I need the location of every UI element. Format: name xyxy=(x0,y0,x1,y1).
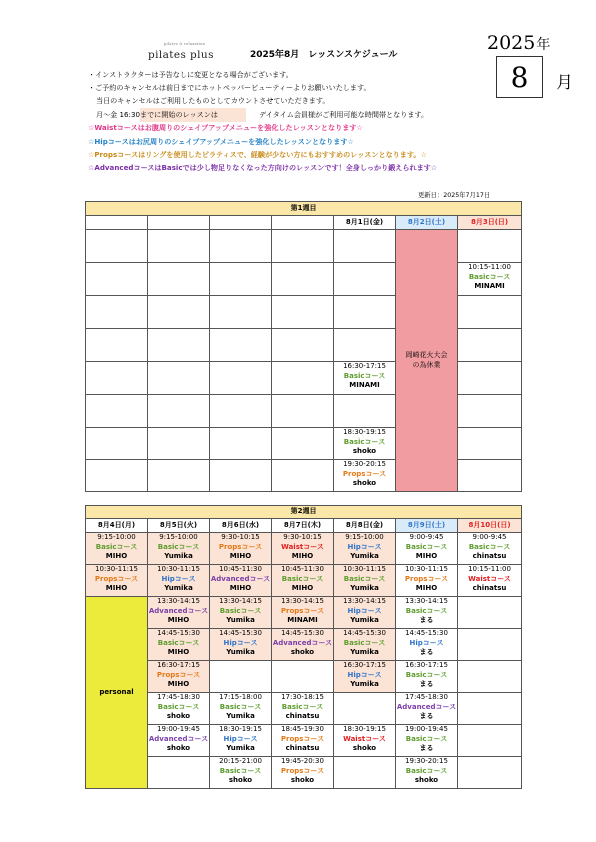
lesson-time: 9:15-10:00 xyxy=(159,533,198,541)
lesson-cell[interactable] xyxy=(396,757,458,789)
lesson-cell[interactable] xyxy=(148,661,210,693)
empty-slot xyxy=(272,428,334,460)
lesson-cell[interactable] xyxy=(334,565,396,597)
empty-slot xyxy=(210,230,272,263)
lesson-course: Propsコース xyxy=(156,670,201,679)
empty-slot xyxy=(210,296,272,329)
lesson-course: Advancedコース xyxy=(148,734,209,743)
lesson-time: 13:30-14:15 xyxy=(343,597,386,605)
lesson-time: 9:30-10:15 xyxy=(283,533,322,541)
lesson-instructor: chinatsu xyxy=(472,584,507,592)
empty-slot xyxy=(86,362,148,395)
lesson-cell[interactable] xyxy=(396,533,458,565)
empty-slot xyxy=(272,661,334,693)
year-label xyxy=(487,32,550,54)
lesson-time: 19:00-19:45 xyxy=(405,725,448,733)
updated-date: 更新日：2025年7月17日 xyxy=(418,192,491,199)
empty-slot xyxy=(272,329,334,362)
note-instructor-change: ・インストラクターは予告なしに変更となる場合がございます。 xyxy=(88,70,293,79)
lesson-course: Basicコース xyxy=(343,371,386,380)
lesson-time: 10:15-11:00 xyxy=(468,565,511,573)
empty-slot xyxy=(334,757,396,789)
lesson-time: 13:30-14:15 xyxy=(219,597,262,605)
empty-slot xyxy=(334,395,396,428)
day-header-sun: 8月10日(日) xyxy=(458,519,522,533)
lesson-instructor: まる xyxy=(419,680,434,688)
note-daytime-b: デイタイム会員様がご利用可能な時間帯となります。 xyxy=(259,110,429,119)
empty-slot xyxy=(272,460,334,492)
lesson-instructor: shoko xyxy=(290,776,315,784)
lesson-instructor: MIHO xyxy=(229,552,252,560)
lesson-cell[interactable] xyxy=(334,725,396,757)
page-title: 2025年8月 レッスンスケジュール xyxy=(250,50,398,60)
lesson-instructor: MIHO xyxy=(167,648,190,656)
empty-slot xyxy=(334,263,396,296)
empty-slot xyxy=(458,725,522,757)
month-unit: 月 xyxy=(556,73,573,93)
empty-slot xyxy=(210,263,272,296)
lesson-cell[interactable] xyxy=(148,597,210,629)
lesson-cell[interactable] xyxy=(334,460,396,492)
lesson-cell[interactable] xyxy=(396,725,458,757)
lesson-instructor: shoko xyxy=(290,648,315,656)
empty-slot xyxy=(148,428,210,460)
closed-notice xyxy=(396,230,458,492)
day-header-tue: 8月5日(火) xyxy=(148,519,210,533)
lesson-course: Basicコース xyxy=(468,542,511,551)
lesson-time: 9:15-10:00 xyxy=(97,533,136,541)
day-header-sat: 8月2日(土) xyxy=(396,216,458,230)
empty-slot xyxy=(148,460,210,492)
lesson-time: 10:45-11:30 xyxy=(219,565,262,573)
personal-block: personal xyxy=(86,597,148,789)
empty-slot xyxy=(458,395,522,428)
empty-slot xyxy=(86,263,148,296)
lesson-time: 17:15-18:00 xyxy=(219,693,262,701)
note-same-day-cancel: 当日のキャンセルはご利用したものとしてカウントさせていただきます。 xyxy=(96,96,330,105)
note-props-course: ☆Propsコースはリングを使用したピラティスで、経験が少ない方にもおすすめのレッスンとなります。☆ xyxy=(88,150,427,159)
lesson-instructor: chinatsu xyxy=(285,712,320,720)
empty-slot xyxy=(86,395,148,428)
studio-logo: pilates plus xyxy=(148,49,214,61)
lesson-course: Hipコース xyxy=(347,670,382,679)
lesson-instructor: まる xyxy=(419,744,434,752)
lesson-course: Basicコース xyxy=(343,437,386,446)
lesson-course: Propsコース xyxy=(94,574,139,583)
lesson-instructor: shoko xyxy=(414,776,439,784)
lesson-cell[interactable] xyxy=(334,629,396,661)
empty-slot xyxy=(458,757,522,789)
closed-status: の為休業 xyxy=(412,360,441,369)
empty-slot xyxy=(272,230,334,263)
lesson-time: 16:30-17:15 xyxy=(343,362,386,370)
lesson-instructor: MIHO xyxy=(167,680,190,688)
lesson-cell[interactable] xyxy=(458,533,522,565)
empty-slot xyxy=(272,296,334,329)
lesson-course: Basicコース xyxy=(405,734,448,743)
note-advanced-course: ☆AdvancedコースはBasicでは少し物足りなくなった方向けのレッスンです！全身しっかり鍛えられます☆ xyxy=(88,163,438,172)
lesson-course: Basicコース xyxy=(281,702,324,711)
lesson-instructor: MIHO xyxy=(105,552,128,560)
lesson-instructor: まる xyxy=(419,616,434,624)
lesson-instructor: Yumika xyxy=(164,584,193,592)
empty-slot xyxy=(148,296,210,329)
note-waist-course: ☆Waistコースはお腹周りのシェイプアップメニューを強化したレッスンとなります☆ xyxy=(88,123,363,132)
week1-label: 第1週目 xyxy=(86,202,522,216)
empty-slot xyxy=(272,362,334,395)
lesson-course: Basicコース xyxy=(219,766,262,775)
day-header xyxy=(86,216,148,230)
lesson-cell[interactable] xyxy=(86,533,148,565)
lesson-time: 16:30-17:15 xyxy=(405,661,448,669)
lesson-cell[interactable] xyxy=(272,629,334,661)
lesson-time: 18:30-19:15 xyxy=(343,725,386,733)
lesson-time: 14:45-15:30 xyxy=(405,629,448,637)
lesson-time: 17:45-18:30 xyxy=(157,693,200,701)
lesson-time: 19:00-19:45 xyxy=(157,725,200,733)
lesson-instructor: MINAMI xyxy=(287,616,318,624)
empty-slot xyxy=(210,329,272,362)
lesson-time: 14:45-15:30 xyxy=(343,629,386,637)
lesson-instructor: MIHO xyxy=(415,584,438,592)
lesson-course: Basicコース xyxy=(157,542,200,551)
day-header-sun: 8月3日(日) xyxy=(458,216,522,230)
lesson-instructor: shoko xyxy=(166,712,191,720)
lesson-cell[interactable] xyxy=(210,693,272,725)
day-header-fri: 8月8日(金) xyxy=(334,519,396,533)
empty-slot xyxy=(148,230,210,263)
lesson-instructor: MIHO xyxy=(415,552,438,560)
lesson-course: Advancedコース xyxy=(272,638,333,647)
lesson-time: 13:30-14:15 xyxy=(157,597,200,605)
lesson-instructor: MINAMI xyxy=(474,282,505,290)
lesson-instructor: Yumika xyxy=(350,680,379,688)
lesson-instructor: shoko xyxy=(352,744,377,752)
lesson-course: Basicコース xyxy=(343,574,386,583)
month-box: 8 xyxy=(496,56,543,98)
lesson-course: Propsコース xyxy=(280,734,325,743)
lesson-instructor: Yumika xyxy=(164,552,193,560)
empty-slot xyxy=(148,263,210,296)
lesson-course: Basicコース xyxy=(157,638,200,647)
empty-slot xyxy=(458,362,522,395)
lesson-time: 18:45-19:30 xyxy=(281,725,324,733)
lesson-instructor: Yumika xyxy=(350,584,379,592)
lesson-time: 10:30-11:15 xyxy=(157,565,200,573)
lesson-course: Waistコース xyxy=(281,542,324,551)
lesson-cell[interactable] xyxy=(396,629,458,661)
lesson-cell[interactable] xyxy=(334,362,396,395)
lesson-course: Hipコース xyxy=(223,734,258,743)
lesson-cell[interactable] xyxy=(396,597,458,629)
lesson-time: 19:45-20:30 xyxy=(281,757,324,765)
lesson-time: 17:30-18:15 xyxy=(281,693,324,701)
lesson-instructor: Yumika xyxy=(226,712,255,720)
empty-slot xyxy=(86,460,148,492)
lesson-course: Basicコース xyxy=(468,272,511,281)
lesson-time: 18:30-19:15 xyxy=(219,725,262,733)
lesson-time: 14:45-15:30 xyxy=(219,629,262,637)
lesson-cell[interactable] xyxy=(272,597,334,629)
lesson-time: 10:30-11:15 xyxy=(343,565,386,573)
lesson-instructor: Yumika xyxy=(226,616,255,624)
lesson-cell[interactable] xyxy=(148,629,210,661)
lesson-cell[interactable] xyxy=(148,565,210,597)
lesson-course: Basicコース xyxy=(405,606,448,615)
empty-slot xyxy=(272,395,334,428)
lesson-course: Propsコース xyxy=(280,606,325,615)
lesson-cell[interactable] xyxy=(458,565,522,597)
empty-slot xyxy=(86,428,148,460)
lesson-time: 17:45-18:30 xyxy=(405,693,448,701)
lesson-course: Basicコース xyxy=(219,702,262,711)
day-header xyxy=(210,216,272,230)
lesson-instructor: shoko xyxy=(166,744,191,752)
lesson-instructor: chinatsu xyxy=(472,552,507,560)
lesson-cell[interactable] xyxy=(148,693,210,725)
lesson-cell[interactable] xyxy=(148,533,210,565)
empty-slot xyxy=(334,230,396,263)
empty-slot xyxy=(148,757,210,789)
lesson-instructor: shoko xyxy=(228,776,253,784)
lesson-time: 13:30-14:15 xyxy=(281,597,324,605)
year-value: 2025 xyxy=(487,32,536,54)
empty-slot xyxy=(458,661,522,693)
lesson-cell[interactable] xyxy=(272,565,334,597)
lesson-cell[interactable] xyxy=(396,661,458,693)
lesson-time: 9:00-9:45 xyxy=(472,533,507,541)
lesson-time: 14:45-15:30 xyxy=(157,629,200,637)
empty-slot xyxy=(458,428,522,460)
lesson-course: Basicコース xyxy=(343,638,386,647)
lesson-course: Propsコース xyxy=(342,469,387,478)
note-daytime-a: 月～金 16:30までに開始のレッスンは xyxy=(96,110,218,119)
lesson-instructor: Yumika xyxy=(350,552,379,560)
empty-slot xyxy=(334,296,396,329)
lesson-cell[interactable] xyxy=(210,533,272,565)
lesson-course: Basicコース xyxy=(157,702,200,711)
lesson-cell[interactable] xyxy=(272,725,334,757)
empty-slot xyxy=(458,597,522,629)
lesson-course: Basicコース xyxy=(405,670,448,679)
lesson-cell[interactable] xyxy=(272,693,334,725)
lesson-course: Propsコース xyxy=(404,574,449,583)
lesson-course: Advancedコース xyxy=(396,702,457,711)
lesson-cell[interactable] xyxy=(396,565,458,597)
lesson-cell[interactable] xyxy=(148,725,210,757)
closed-reason: 岡崎花火大会 xyxy=(405,351,448,359)
logo-tagline: pilates & relaxation xyxy=(164,42,206,46)
empty-slot xyxy=(458,460,522,492)
lesson-instructor: Yumika xyxy=(350,648,379,656)
lesson-course: Waistコース xyxy=(343,734,386,743)
lesson-cell[interactable] xyxy=(334,428,396,460)
lesson-course: Basicコース xyxy=(405,766,448,775)
lesson-instructor: MIHO xyxy=(105,584,128,592)
lesson-time: 16:30-17:15 xyxy=(157,661,200,669)
empty-slot xyxy=(86,329,148,362)
day-header xyxy=(148,216,210,230)
day-header-fri: 8月1日(金) xyxy=(334,216,396,230)
lesson-course: Hipコース xyxy=(347,606,382,615)
note-hip-course: ☆Hipコースはお尻周りのシェイプアップメニューを強化したレッスンとなります☆ xyxy=(88,137,354,146)
empty-slot xyxy=(148,362,210,395)
empty-slot xyxy=(334,329,396,362)
lesson-course: Basicコース xyxy=(405,542,448,551)
lesson-course: Waistコース xyxy=(468,574,511,583)
lesson-instructor: chinatsu xyxy=(285,744,320,752)
empty-slot xyxy=(458,296,522,329)
lesson-cell[interactable] xyxy=(210,597,272,629)
lesson-instructor: まる xyxy=(419,712,434,720)
lesson-instructor: MINAMI xyxy=(349,381,380,389)
lesson-cell[interactable] xyxy=(334,533,396,565)
week1-table xyxy=(85,201,522,492)
lesson-time: 10:15-11:00 xyxy=(468,263,511,271)
empty-slot xyxy=(458,629,522,661)
lesson-time: 10:45-11:30 xyxy=(281,565,324,573)
note-cancel-policy: ・ご予約のキャンセルは前日までにホットペッパービューティーよりお願いいたします。 xyxy=(88,83,371,92)
empty-slot xyxy=(458,230,522,263)
lesson-instructor: まる xyxy=(419,648,434,656)
lesson-time: 14:45-15:30 xyxy=(281,629,324,637)
lesson-cell[interactable] xyxy=(334,597,396,629)
lesson-course: Basicコース xyxy=(281,574,324,583)
lesson-time: 16:30-17:15 xyxy=(343,661,386,669)
empty-slot xyxy=(272,263,334,296)
lesson-time: 13:30-14:15 xyxy=(405,597,448,605)
empty-slot xyxy=(210,395,272,428)
lesson-time: 10:30-11:15 xyxy=(95,565,138,573)
empty-slot xyxy=(86,296,148,329)
lesson-time: 19:30-20:15 xyxy=(343,460,386,468)
lesson-course: Hipコース xyxy=(223,638,258,647)
week2-table xyxy=(85,505,522,789)
lesson-course: Advancedコース xyxy=(210,574,271,583)
day-header-mon: 8月4日(月) xyxy=(86,519,148,533)
lesson-cell[interactable] xyxy=(210,565,272,597)
lesson-instructor: shoko xyxy=(352,447,377,455)
day-header-wed: 8月6日(水) xyxy=(210,519,272,533)
empty-slot xyxy=(210,428,272,460)
lesson-cell[interactable] xyxy=(272,757,334,789)
lesson-course: Advancedコース xyxy=(148,606,209,615)
empty-slot xyxy=(210,460,272,492)
lesson-cell[interactable] xyxy=(86,565,148,597)
empty-slot xyxy=(334,693,396,725)
lesson-instructor: shoko xyxy=(352,479,377,487)
lesson-course: Propsコース xyxy=(280,766,325,775)
lesson-instructor: Yumika xyxy=(350,616,379,624)
day-header-thu: 8月7日(木) xyxy=(272,519,334,533)
lesson-course: Hipコース xyxy=(347,542,382,551)
lesson-cell[interactable] xyxy=(334,661,396,693)
lesson-instructor: Yumika xyxy=(226,744,255,752)
lesson-instructor: MIHO xyxy=(229,584,252,592)
lesson-instructor: Yumika xyxy=(226,648,255,656)
day-header-sat: 8月9日(土) xyxy=(396,519,458,533)
lesson-course: Hipコース xyxy=(161,574,196,583)
empty-slot xyxy=(458,693,522,725)
lesson-cell[interactable] xyxy=(210,629,272,661)
lesson-time: 10:30-11:15 xyxy=(405,565,448,573)
lesson-course: Propsコース xyxy=(218,542,263,551)
lesson-course: Basicコース xyxy=(219,606,262,615)
lesson-cell[interactable] xyxy=(458,263,522,296)
empty-slot xyxy=(86,230,148,263)
lesson-time: 9:30-10:15 xyxy=(221,533,260,541)
lesson-time: 9:00-9:45 xyxy=(409,533,444,541)
empty-slot xyxy=(148,395,210,428)
empty-slot xyxy=(148,329,210,362)
year-unit: 年 xyxy=(536,37,551,53)
lesson-course: Hipコース xyxy=(409,638,444,647)
lesson-cell[interactable] xyxy=(210,757,272,789)
lesson-cell[interactable] xyxy=(396,693,458,725)
empty-slot xyxy=(458,329,522,362)
lesson-instructor: MIHO xyxy=(291,552,314,560)
lesson-time: 9:15-10:00 xyxy=(345,533,384,541)
lesson-time: 19:30-20:15 xyxy=(405,757,448,765)
lesson-time: 18:30-19:15 xyxy=(343,428,386,436)
lesson-course: Basicコース xyxy=(95,542,138,551)
empty-slot xyxy=(210,362,272,395)
lesson-instructor: MIHO xyxy=(167,616,190,624)
lesson-time: 20:15-21:00 xyxy=(219,757,262,765)
lesson-cell[interactable] xyxy=(210,725,272,757)
lesson-cell[interactable] xyxy=(272,533,334,565)
week2-label: 第2週目 xyxy=(86,506,522,519)
empty-slot xyxy=(210,661,272,693)
day-header xyxy=(272,216,334,230)
lesson-instructor: MIHO xyxy=(291,584,314,592)
